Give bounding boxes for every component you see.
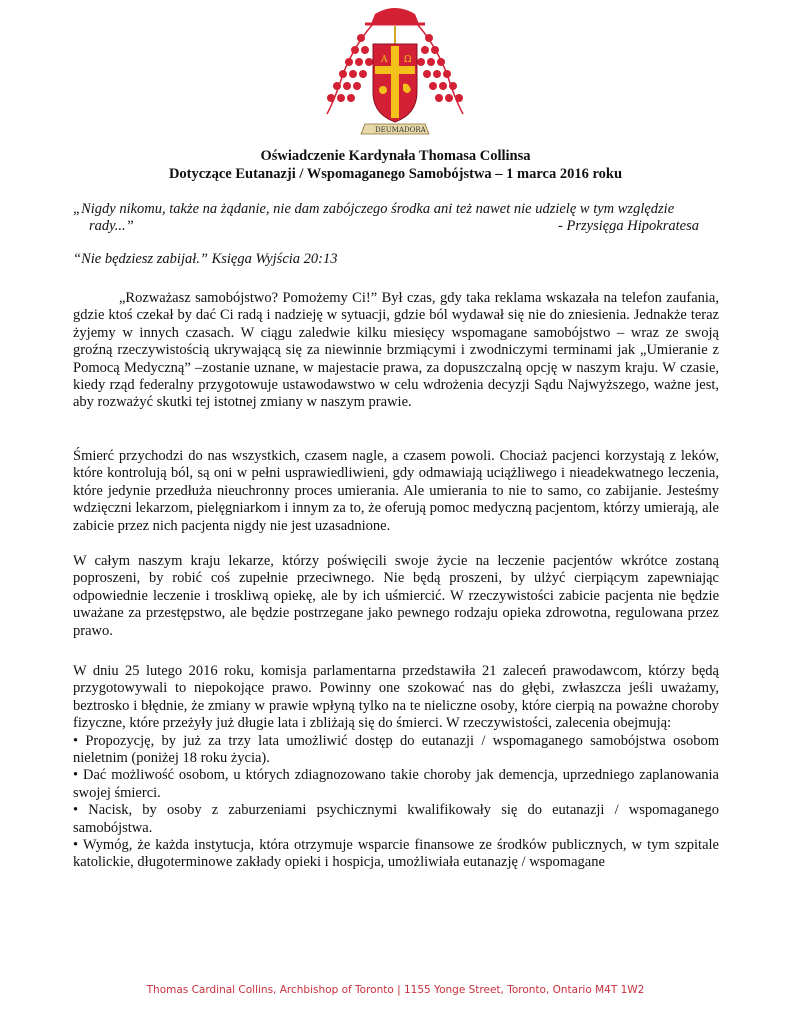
- hippocratic-line1: „Nigdy nikomu, także na żądanie, nie dam zabójczego środka ani też nawet nie udzielę w tym względzie: [73, 201, 675, 217]
- paragraph-4: [73, 663, 719, 872]
- list-item: • Propozycję, by już za trzy lata umożliwić dostęp do eutanazji / wspomaganego samobójstwa osobom nieletnim (poniżej 18 roku życia).: [73, 732, 719, 767]
- document-title: Oświadczenie Kardynała Thomasa Collinsa: [260, 148, 531, 164]
- galero-hat-icon: [371, 8, 419, 24]
- paragraph-1: [73, 290, 719, 412]
- list-item: • Wymóg, że każda instytucja, która otrzymuje wsparcie finansowe ze środków publicznych, w tym szpitale katolickie, długoterminowe zakłady opieki i hospicja, umożliwiała eutanazję / wspomagane: [73, 837, 719, 871]
- hippocratic-attribution: - Przysięga Hipokratesa: [558, 218, 699, 234]
- exodus-quote: “Nie będziesz zabijał.” Księga Wyjścia 20:13: [73, 251, 338, 267]
- list-item: • Dać możliwość osobom, u których zdiagnozowano takie choroby jak demencja, uprzedniego zaplanowania swojej śmierci.: [73, 767, 719, 801]
- paragraph-1-text: „Rozważasz samobójstwo? Pomożemy Ci!” Był czas, gdy taka reklama wskazała na telefon zaufania, gdzie ktoś czekał by dać Ci radą i nadzieję w sytuacji, gdzie ból wydawał się nie do zniesienia. Jednakże teraz żyjemy w innych czasach. W ciągu zaledwie kilku miesięcy wspomagane samobójstwo – wraz ze swoją groźną rzeczywistością ukrywającą się za niewinnie brzmiącymi i zwodniczymi terminami jak „Umieranie z Pomocą Medyczną” –zostanie uznane, w majestacie prawa, za dopuszczalną opcję w naszym kraju. W czasie, kiedy rząd federalny przygotowuje ustawodawstwo w celu wdrożenia decyzji Sądu Najwyższego, ważne jest, aby rozważyć skutki tej istotnej zmiany w naszym prawie.: [73, 290, 719, 411]
- document-subtitle: Dotyczące Eutanazji / Wspomaganego Samobójstwa – 1 marca 2016 roku: [168, 166, 623, 182]
- motto-left: DEUM: [375, 126, 399, 134]
- footer-address: Thomas Cardinal Collins, Archbishop of Toronto | 1155 Yonge Street, Toronto, Ontario M4T 1W2: [146, 984, 645, 996]
- svg-text:Ω: Ω: [404, 55, 412, 65]
- list-item: • Nacisk, by osoby z zaburzeniami psychicznymi kwalifikowały się do eutanazji / wspomaganego samobójstwa.: [73, 802, 719, 836]
- hippocratic-line2: rady...”: [89, 218, 134, 234]
- paragraph-2: Śmierć przychodzi do nas wszystkich, czasem nagle, a czasem powoli. Chociaż pacjenci korzystają z leków, które kontrolują ból, są oni w pełni usprawiedliwieni, gdy odmawiają uciążliwego i nieadekwatnego leczenia, które jedynie przedłuża nieuchronny proces umierania. Ale umierania to nie to samo, co zabijanie. Jesteśmy wdzięczni lekarzom, pielęgniarkom i innym za to, że oferują pomoc medyczną pacjentom, którzy umierają, ale zabicie przez nich pacjenta nigdy nie jest uzasadnione.: [73, 448, 719, 534]
- paragraph-4-intro: W dniu 25 lutego 2016 roku, komisja parlamentarna przedstawiła 21 zaleceń prawodawcom, którzy będą przygotowywali to niepokojące prawo. Powinny one szokować nas do głębi, zwłaszcza jeśli uważamy, beztrosko i błędnie, że zmiany w prawie wpłyną tylko na te nieliczne osoby, które cierpią na poważne choroby fizyczne, które przeżyły już długie lata i zbliżają się do śmierci. W rzeczywistości, zalecenia obejmują:: [73, 663, 719, 732]
- coat-of-arms: [315, 4, 475, 142]
- paragraph-3: W całym naszym kraju lekarze, którzy poświęcili swoje życie na leczenie pacjentów wkrótce zostaną poproszeni, by robić coś zupełnie przeciwnego. Nie będą proszeni, by ulżyć cierpiącym zapewniając odpowiednie leczenie i troskliwą opiekę, ale by ich uśmiercić. W rzeczywistości zabicie pacjenta nie będzie uważane za przestępstwo, ale będzie postrzegane jako pewnego rodzaju opieka zdrowotna, regulowana przez prawo.: [73, 553, 719, 639]
- svg-text:A: A: [381, 55, 388, 65]
- motto-right: ADORA: [399, 126, 426, 134]
- hippocratic-quote: [73, 201, 719, 235]
